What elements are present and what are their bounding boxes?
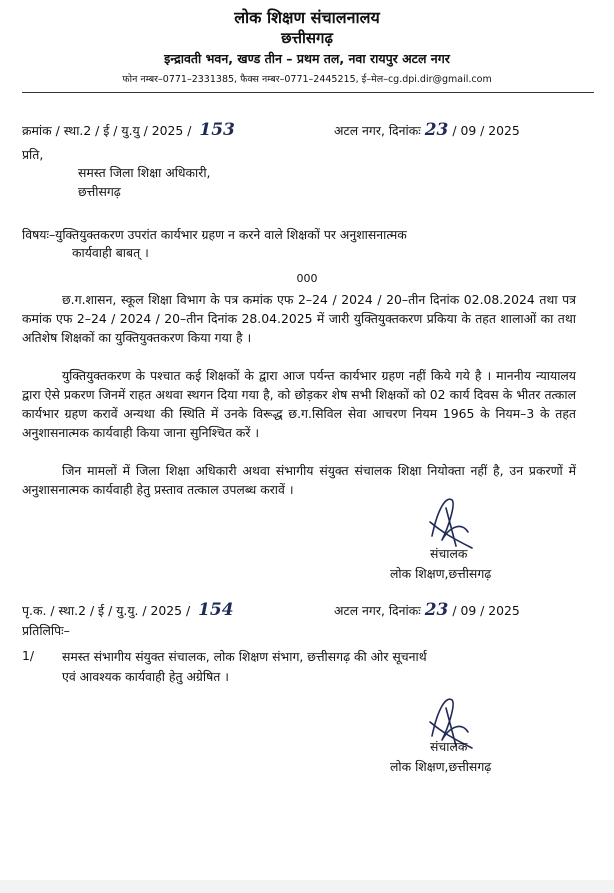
subject-line1: विषयः–युक्तियुक्तकरण उपरांत कार्यभार ग्रहण न करने वाले शिक्षकों पर अनुशासनात्मक: [22, 227, 407, 242]
recipient-line2: छत्तीसगढ़: [78, 184, 121, 199]
letter-ref-number: 153: [199, 120, 235, 140]
body-paragraph-3: [22, 461, 576, 499]
endorsement-ref: [22, 600, 234, 620]
page-bottom-edge: [0, 880, 614, 893]
body-paragraph-1: [22, 290, 576, 347]
letter-date-rest: / 09 / 2025: [452, 123, 520, 138]
endorsement-date-day: 23: [424, 600, 449, 620]
endorsement-ref-number: 154: [198, 600, 234, 620]
letterhead-contact: फोन नम्बर–0771–2331385, फैक्स नम्बर–0771–2445215, ई–मेल–cg.dpi.dir@gmail.com: [122, 74, 492, 85]
letterhead-org: लोक शिक्षण संचालनालय: [234, 8, 380, 27]
recipient-line1: समस्त जिला शिक्षा अधिकारी,: [78, 165, 211, 180]
letter-date-day: 23: [424, 120, 449, 140]
signature-1-title: संचालक: [430, 546, 468, 561]
body-paragraph-2-text: युक्तियुक्तकरण के पश्चात कई शिक्षकों के द्वारा आज पर्यन्त कार्यभार ग्रहण नहीं किये गये है । माननीय न्यायालय द्वारा ऐसे प्रकरण जिनमें राहत अथवा स्थगन दिया गया है, को छोड़कर शेष सभी शिक्षकों को 02 कार्य दिवस के भीतर तत्काल कार्यभार ग्रहण करावें अन्यथा की स्थिति में उनके विरूद्ध छ.ग.सिविल सेवा आचरण नियम 1965 के नियम–3 के तहत अनुशासनात्मक कार्यवाही किया जाना सुनिश्चित करें ।: [22, 368, 576, 440]
signature-2-org: लोक शिक्षण,छत्तीसगढ़: [390, 759, 492, 774]
to-label: प्रति,: [22, 147, 44, 162]
subject-line2: कार्यवाही बाबत् ।: [72, 245, 149, 260]
endorsement-ref-prefix: पृ.क. / स्था.2 / ई / यु.यु. / 2025 /: [22, 603, 191, 618]
copy-item-number: 1/: [22, 648, 35, 663]
signature-1-org: लोक शिक्षण,छत्तीसगढ़: [390, 566, 492, 581]
endorsement-date-prefix: अटल नगर, दिनांकः: [334, 603, 421, 618]
letterhead-divider: [22, 92, 594, 93]
body-paragraph-3-text: जिन मामलों में जिला शिक्षा अधिकारी अथवा संभागीय संयुक्त संचालक शिक्षा नियोक्ता नहीं है, उन प्रकरणों में अनुशासनात्मक कार्यवाही हेतु प्रस्ताव तत्काल उपलब्ध करावें ।: [22, 463, 576, 497]
signature-2-title: संचालक: [430, 739, 468, 754]
endorsement-date: [334, 600, 520, 620]
body-paragraph-2: [22, 366, 576, 442]
copy-item-line1: समस्त संभागीय संयुक्त संचालक, लोक शिक्षण संभाग, छत्तीसगढ़ की ओर सूचनार्थ: [62, 649, 427, 664]
separator: 000: [296, 272, 318, 285]
copy-label: प्रतिलिपिः–: [22, 623, 70, 638]
letterhead-state: छत्तीसगढ़: [281, 29, 333, 47]
letterhead-address: इन्द्रावती भवन, खण्ड तीन – प्रथम तल, नवा रायपुर अटल नगर: [164, 51, 450, 66]
body-paragraph-1-text: छ.ग.शासन, स्कूल शिक्षा विभाग के पत्र कमांक एफ 2–24 / 2024 / 20–तीन दिनांक 02.08.2024 तथा पत्र कमांक एफ 2–24 / 2024 / 20–तीन दिनांक 28.04.2025 में जारी युक्तियुक्तकरण प्रकिया के तहत शालाओं का तथा अतिशेष शिक्षकों का युक्तियुक्तकरण किया गया है ।: [22, 292, 576, 345]
letter-ref-prefix: क्रमांक / स्था.2 / ई / यु.यु / 2025 /: [22, 123, 192, 138]
letter-date: [334, 120, 520, 140]
copy-item-line2: एवं आवश्यक कार्यवाही हेतु अग्रेषित ।: [62, 669, 229, 684]
endorsement-date-rest: / 09 / 2025: [452, 603, 520, 618]
letter-ref: [22, 120, 235, 140]
letter-date-prefix: अटल नगर, दिनांकः: [334, 123, 421, 138]
